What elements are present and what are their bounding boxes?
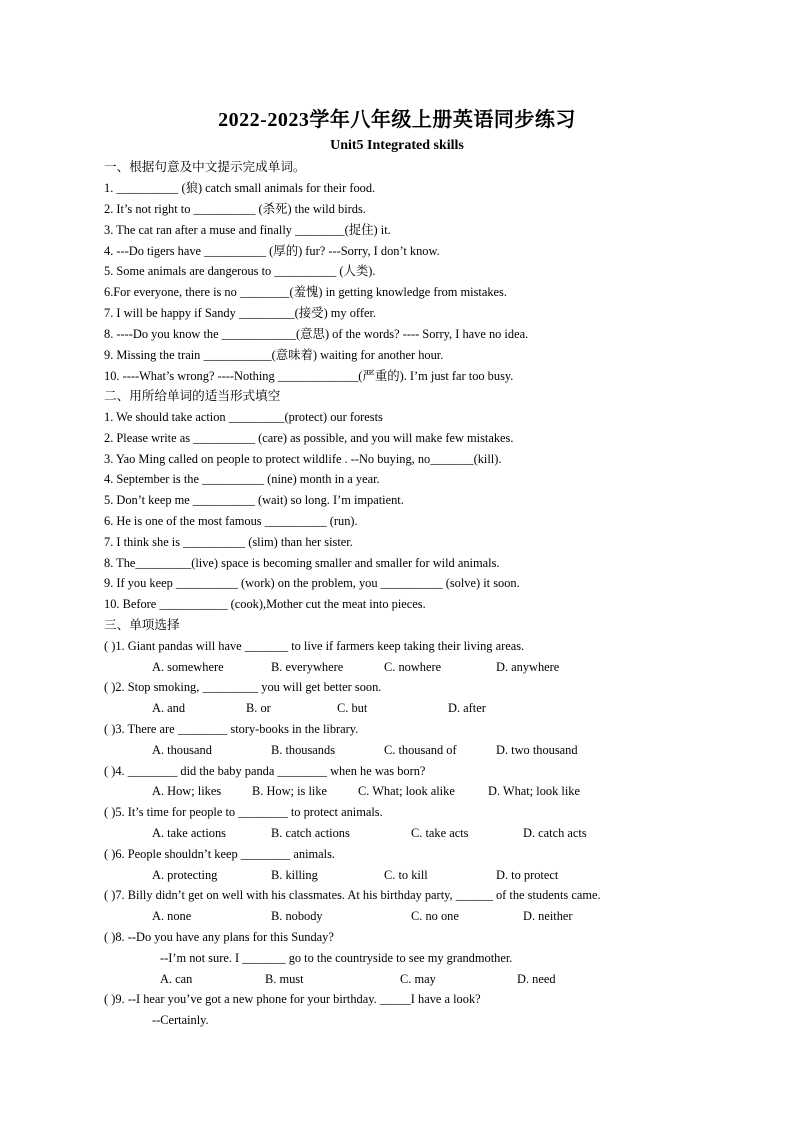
question-stem: ( )5. It’s time for people to ________ to protect animals. xyxy=(104,805,383,819)
question-stem: ( )3. There are ________ story-books in the library. xyxy=(104,722,359,736)
option-d: D. neither xyxy=(523,909,573,923)
option-b: B. everywhere xyxy=(271,660,344,674)
option-c: C. take acts xyxy=(411,826,469,840)
question-stem: ( )6. People shouldn’t keep ________ animals. xyxy=(104,847,336,861)
question-stem: ( )2. Stop smoking, _________ you will get better soon. xyxy=(104,680,382,694)
option-a: A. thousand xyxy=(152,743,212,757)
option-c: C. nowhere xyxy=(384,660,442,674)
section-2-item: 5. Don’t keep me __________ (wait) so long. I’m impatient. xyxy=(104,493,404,507)
option-c: C. to kill xyxy=(384,868,428,882)
option-d: D. anywhere xyxy=(496,660,560,674)
option-a: A. can xyxy=(160,972,193,986)
option-b: B. How; is like xyxy=(252,784,328,798)
option-c: C. no one xyxy=(411,909,459,923)
option-b: B. or xyxy=(246,701,271,715)
section-1-item: 8. ----Do you know the ____________(意思) of the words? ---- Sorry, I have no idea. xyxy=(104,327,529,341)
section-1-item: 5. Some animals are dangerous to __________ (人类). xyxy=(104,264,376,278)
option-d: D. What; look like xyxy=(488,784,580,798)
section-2-heading: 二、用所给单词的适当形式填空 xyxy=(104,389,281,403)
option-a: A. protecting xyxy=(152,868,218,882)
question-stem: ( )8. --Do you have any plans for this Sunday? xyxy=(104,930,334,944)
section-2-item: 2. Please write as __________ (care) as possible, and you will make few mistakes. xyxy=(104,431,514,445)
section-1-heading: 一、根据句意及中文提示完成单词。 xyxy=(104,160,306,174)
option-b: B. killing xyxy=(271,868,318,882)
section-1-item: 2. It’s not right to __________ (杀死) the wild birds. xyxy=(104,202,366,216)
section-2-item: 6. He is one of the most famous __________ (run). xyxy=(104,514,358,528)
section-1-item: 1. __________ (狼) catch small animals for their food. xyxy=(104,181,376,195)
question-stem: ( )4. ________ did the baby panda ________ when he was born? xyxy=(104,764,426,778)
section-1-item: 6.For everyone, there is no ________(羞愧) in getting knowledge from mistakes. xyxy=(104,285,507,299)
section-2-item: 3. Yao Ming called on people to protect wildlife . --No buying, no_______(kill). xyxy=(104,452,502,466)
section-2-item: 9. If you keep __________ (work) on the problem, you __________ (solve) it soon. xyxy=(104,576,520,590)
option-b: B. must xyxy=(265,972,304,986)
option-a: A. and xyxy=(152,701,186,715)
page-subtitle: Unit5 Integrated skills xyxy=(330,138,464,153)
section-1-item: 7. I will be happy if Sandy _________(接受) my offer. xyxy=(104,306,376,320)
section-1-item: 3. The cat ran after a muse and finally ________(捉住) it. xyxy=(104,223,391,237)
question-stem: ( )1. Giant pandas will have _______ to live if farmers keep taking their living areas. xyxy=(104,639,525,653)
section-1-item: 10. ----What’s wrong? ----Nothing _____________(严重的). I’m just far too busy. xyxy=(104,369,514,383)
option-a: A. How; likes xyxy=(152,784,222,798)
section-2-item: 8. The_________(live) space is becoming smaller and smaller for wild animals. xyxy=(104,556,500,570)
option-d: D. two thousand xyxy=(496,743,578,757)
option-a: A. none xyxy=(152,909,192,923)
option-c: C. What; look alike xyxy=(358,784,455,798)
option-b: B. nobody xyxy=(271,909,323,923)
section-1-item: 9. Missing the train ___________(意味着) waiting for another hour. xyxy=(104,348,444,362)
question-stem: ( )9. --I hear you’ve got a new phone for your birthday. _____I have a look? xyxy=(104,992,481,1006)
section-2-item: 1. We should take action _________(protect) our forests xyxy=(104,410,383,424)
section-2-item: 10. Before ___________ (cook),Mother cut the meat into pieces. xyxy=(104,597,426,611)
option-a: A. take actions xyxy=(152,826,226,840)
option-b: B. catch actions xyxy=(271,826,350,840)
option-d: D. after xyxy=(448,701,486,715)
option-b: B. thousands xyxy=(271,743,336,757)
option-a: A. somewhere xyxy=(152,660,224,674)
question-stem: ( )7. Billy didn’t get on well with his classmates. At his birthday party, ______ of the students came. xyxy=(104,888,601,902)
option-c: C. may xyxy=(400,972,436,986)
question-dialogue-line: --I’m not sure. I _______ go to the countryside to see my grandmother. xyxy=(160,951,513,965)
option-c: C. but xyxy=(337,701,368,715)
option-d: D. need xyxy=(517,972,556,986)
section-3-heading: 三、单项选择 xyxy=(104,618,180,632)
section-1-item: 4. ---Do tigers have __________ (厚的) fur? ---Sorry, I don’t know. xyxy=(104,244,440,258)
section-2-item: 4. September is the __________ (nine) month in a year. xyxy=(104,472,380,486)
section-2-item: 7. I think she is __________ (slim) than her sister. xyxy=(104,535,353,549)
option-c: C. thousand of xyxy=(384,743,457,757)
page-title: 2022-2023学年八年级上册英语同步练习 xyxy=(218,109,576,131)
question-dialogue-line: --Certainly. xyxy=(152,1013,209,1027)
option-d: D. catch acts xyxy=(523,826,587,840)
option-d: D. to protect xyxy=(496,868,559,882)
